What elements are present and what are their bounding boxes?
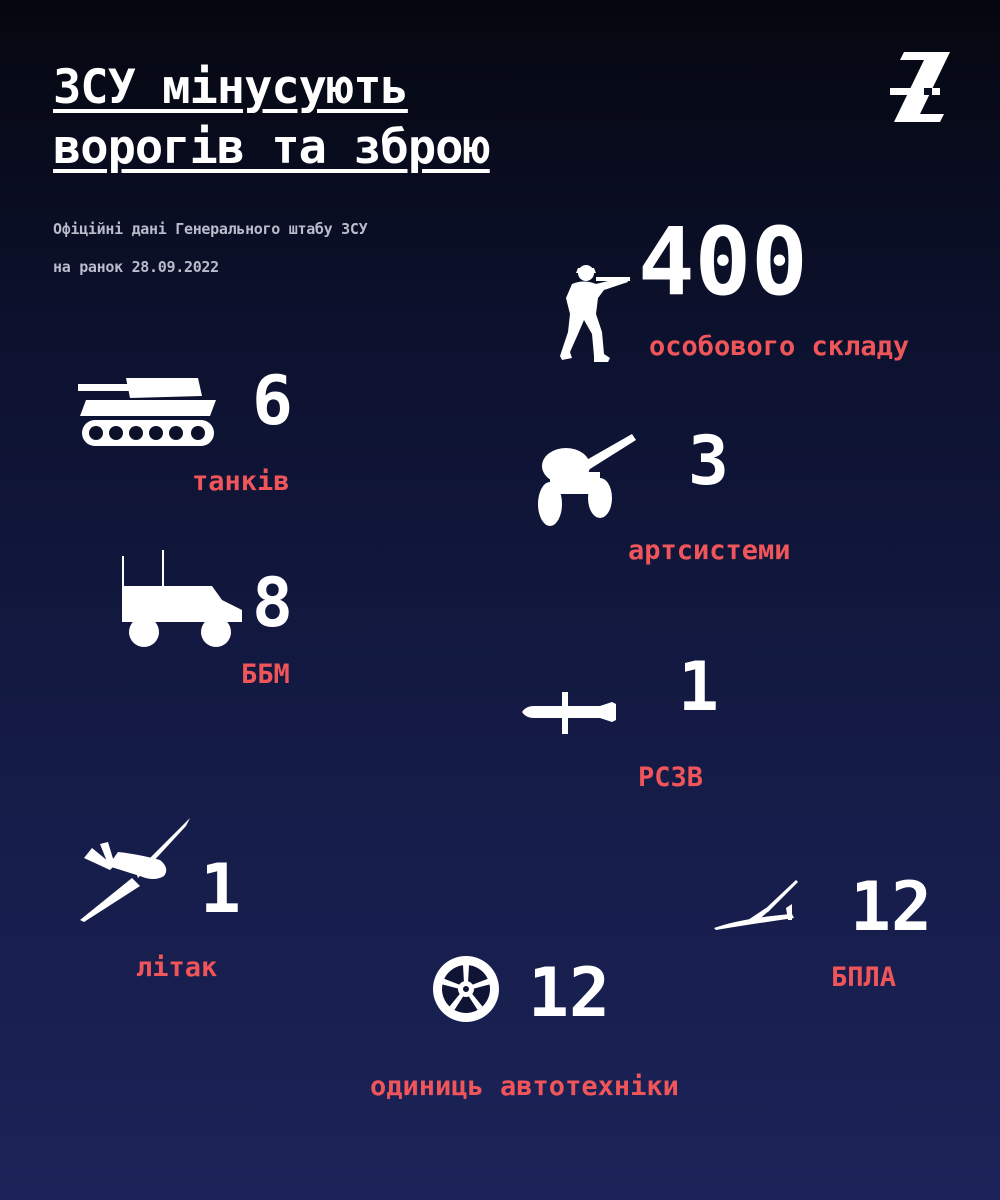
tanks-count: 6	[252, 362, 293, 441]
missile-icon	[520, 690, 618, 736]
personnel-count: 400	[638, 208, 808, 317]
apv-count: 8	[252, 564, 293, 643]
uav-count: 12	[850, 868, 932, 947]
soldier-icon	[556, 262, 632, 364]
artillery-label: артсистеми	[628, 535, 791, 566]
title-line-2: ворогів та зброю	[53, 120, 490, 175]
aircraft-count: 1	[200, 850, 241, 929]
source-note: Офіційні дані Генерального штабу ЗСУ	[53, 220, 368, 238]
tank-icon	[78, 376, 218, 448]
vehicles-count: 12	[528, 954, 610, 1033]
vehicles-label: одиниць автотехніки	[370, 1071, 679, 1102]
page-title	[53, 58, 490, 178]
apv-label: ББМ	[241, 659, 290, 690]
aircraft-label: літак	[136, 952, 218, 983]
drone-icon	[712, 878, 800, 932]
airplane-icon	[78, 816, 192, 924]
tanks-label: танків	[192, 466, 290, 497]
personnel-label: особового складу	[649, 331, 910, 362]
mlrs-count: 1	[678, 648, 719, 727]
howitzer-icon	[536, 432, 638, 528]
mlrs-label: РСЗВ	[638, 762, 704, 793]
z-logo-icon	[890, 48, 956, 126]
wheel-icon	[432, 955, 500, 1023]
armored-vehicle-icon	[118, 550, 244, 650]
date-note: на ранок 28.09.2022	[53, 258, 219, 276]
title-line-1: ЗСУ мінусують	[53, 60, 408, 115]
artillery-count: 3	[688, 422, 729, 501]
uav-label: БПЛА	[831, 962, 897, 993]
